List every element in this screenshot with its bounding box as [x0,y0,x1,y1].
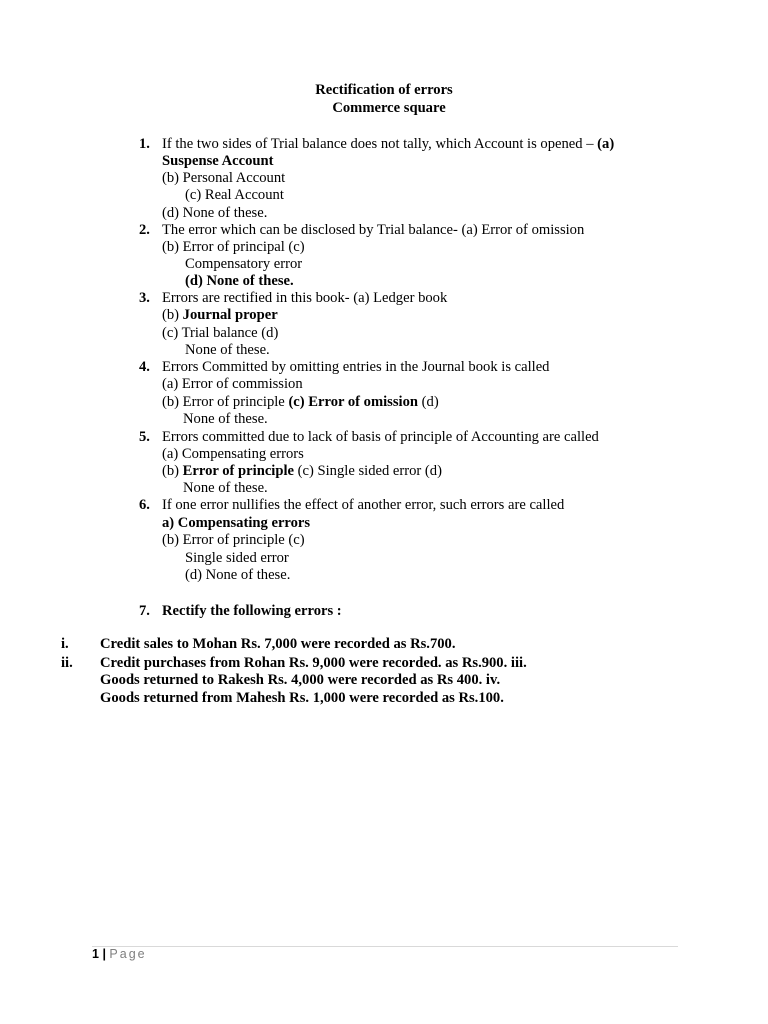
q1-question-text: If the two sides of Trial balance does not tally, which Account is opened – [162,136,598,152]
q6-line4: Single sided error [185,550,289,566]
q3-number: 3. [139,290,150,306]
q5-answer: Error of principle [182,463,295,479]
q1-answer: Suspense Account [162,153,274,169]
q7-number: 7. [139,603,150,619]
footer-separator: | [102,947,106,961]
q2-line2: (b) Error of principal (c) [162,239,305,255]
q5-line4: None of these. [183,480,268,496]
q6-answer: a) Compensating errors [162,515,311,531]
error-i-number: i. [61,636,69,652]
q3-line3: (c) Trial balance (d) [162,325,279,341]
q3-line2 [162,307,278,324]
q6-line3: (b) Error of principle (c) [162,532,305,548]
q2-answer: (d) None of these. [185,273,294,289]
q7-heading: Rectify the following errors : [162,603,342,619]
q4-line1: Errors Committed by omitting entries in the Journal book is called [162,359,550,375]
q2-line3: Compensatory error [185,256,303,272]
q4-number: 4. [139,359,150,375]
q6-line5: (d) None of these. [185,567,291,583]
q3-line1: Errors are rectified in this book- (a) Ledger book [162,290,448,306]
q2-line1: The error which can be disclosed by Trial balance- (a) Error of omission [162,222,585,238]
q3-line4: None of these. [185,342,270,358]
page-subtitle: Commerce square [332,100,446,116]
error-iii-text: Goods returned to Rakesh Rs. 4,000 were recorded as Rs 400. iv. [100,672,501,688]
q5-line2: (a) Compensating errors [162,446,304,462]
q1-answer-marker: (a) [597,136,615,152]
q1-line1 [162,136,614,153]
q4-option-b: (b) Error of principle [162,394,289,410]
error-ii-text: Credit purchases from Rohan Rs. 9,000 were recorded. as Rs.900. iii. [100,655,527,671]
q5-line3 [162,463,442,480]
q4-line4: None of these. [183,411,268,427]
error-ii-number: ii. [61,655,73,671]
q2-number: 2. [139,222,150,238]
q5-line1: Errors committed due to lack of basis of principle of Accounting are called [162,429,599,445]
q4-answer: (c) Error of omission [288,394,419,410]
q5-option-b-label: (b) [162,463,183,479]
q4-line3 [162,394,439,411]
page-footer [92,946,147,963]
q4-line2: (a) Error of commission [162,376,303,392]
q3-answer: Journal proper [182,307,278,323]
q4-option-d-label: (d) [418,394,439,410]
page-title: Rectification of errors [315,82,453,98]
q6-number: 6. [139,497,150,513]
q1-number: 1. [139,136,150,152]
footer-divider [92,946,678,947]
error-i-text: Credit sales to Mohan Rs. 7,000 were recorded as Rs.700. [100,636,456,652]
page-label: Page [109,947,147,961]
page-number: 1 [92,947,99,961]
q1-option-c: (c) Real Account [185,187,284,203]
q6-line1: If one error nullifies the effect of another error, such errors are called [162,497,565,513]
q5-options-cd: (c) Single sided error (d) [294,463,442,479]
q1-option-d: (d) None of these. [162,205,268,221]
q3-option-b-label: (b) [162,307,183,323]
error-iv-text: Goods returned from Mahesh Rs. 1,000 were recorded as Rs.100. [100,690,504,706]
q5-number: 5. [139,429,150,445]
q1-option-b: (b) Personal Account [162,170,286,186]
